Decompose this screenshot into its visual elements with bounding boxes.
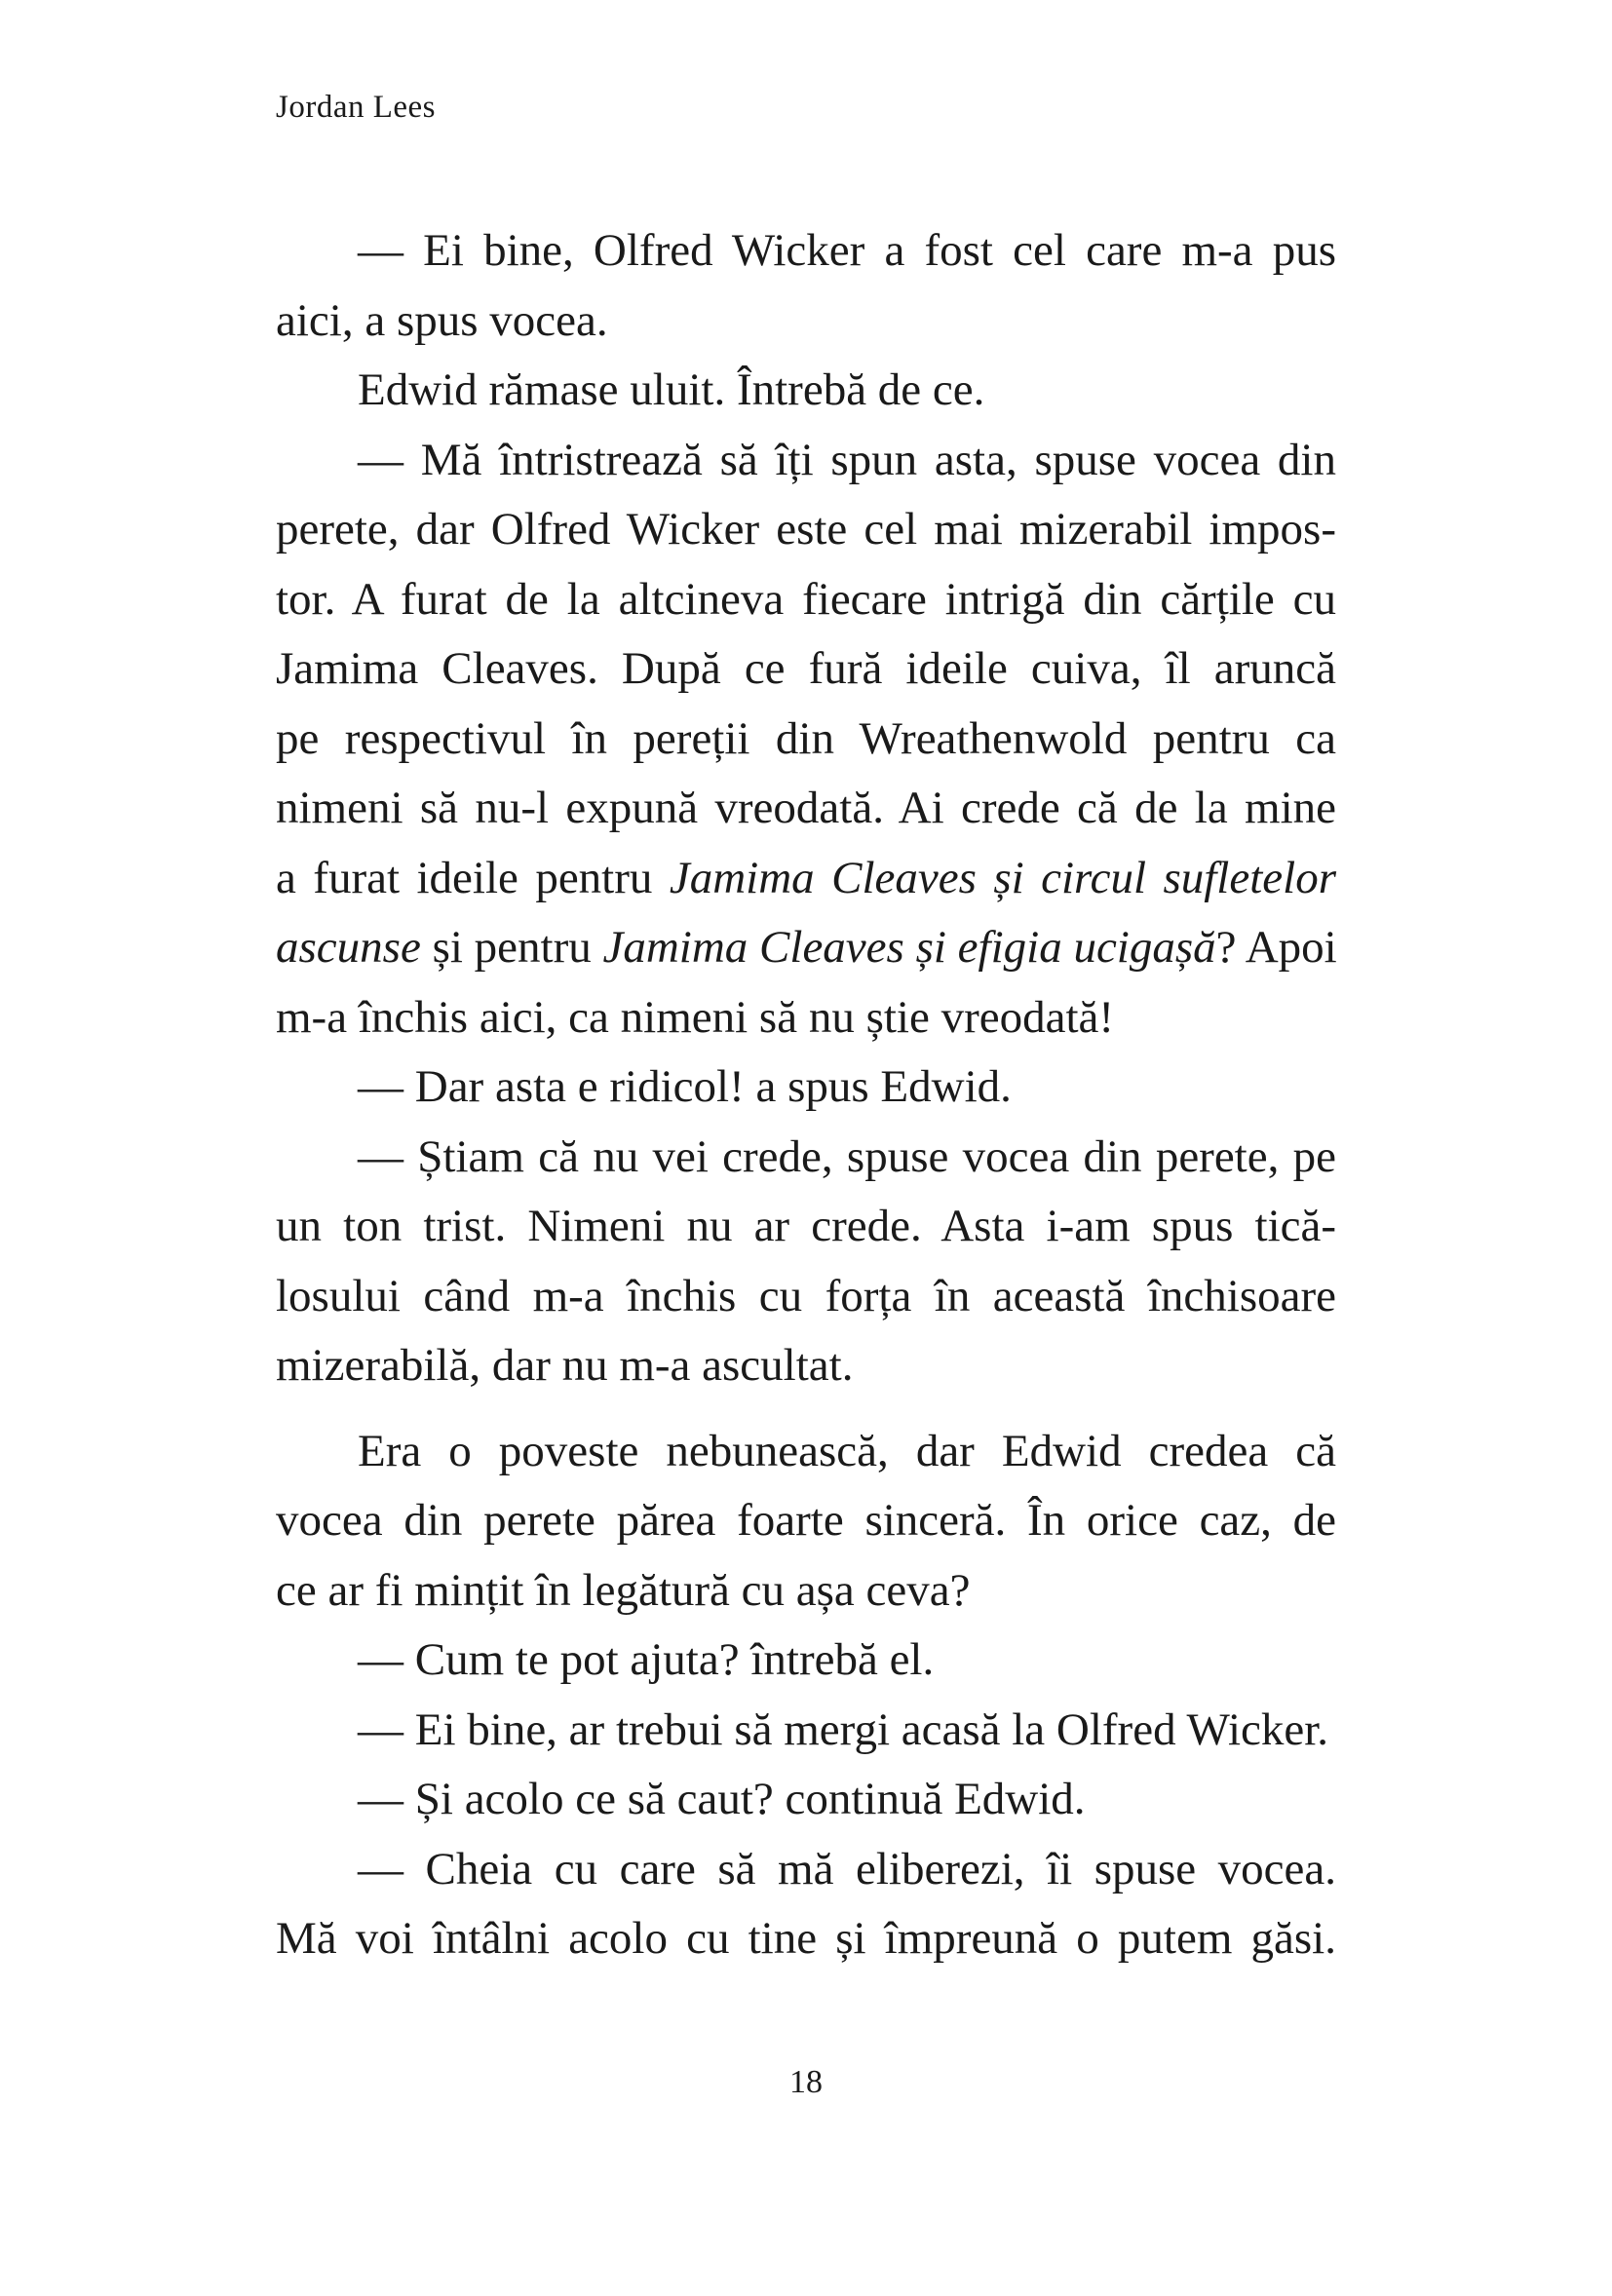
text-run: — Știam că nu vei crede, spuse vocea din perete, pe: [358, 1130, 1336, 1182]
text-line: [276, 983, 1336, 1053]
text-line: [276, 1417, 1336, 1487]
text-line: [276, 1192, 1336, 1262]
text-line: [276, 287, 1336, 357]
text-run: a furat ideile pentru: [276, 852, 670, 903]
text-line: [276, 634, 1336, 705]
text-line: [276, 1556, 1336, 1626]
text-line: [276, 216, 1336, 287]
text-run: — Cum te pot ajuta? întrebă el.: [358, 1634, 935, 1685]
text-line: [276, 1765, 1336, 1835]
text-line: [276, 913, 1336, 983]
text-run: vocea din perete părea foarte sinceră. În orice caz, de: [276, 1495, 1336, 1546]
text-run: Edwid rămase uluit. Întrebă de ce.: [358, 364, 985, 415]
text-run: — Cheia cu care să mă eliberezi, îi spuse vocea.: [358, 1843, 1336, 1894]
text-run: — Ei bine, Olfred Wicker a fost cel care m-a pus: [358, 225, 1336, 276]
text-run: aici, a spus vocea.: [276, 294, 608, 346]
text-run: nimeni să nu-l expună vreodată. Ai crede că de la mine: [276, 783, 1336, 833]
text-line: [276, 426, 1336, 496]
text-run: m-a închis aici, ca nimeni să nu știe vreodată!: [276, 991, 1115, 1043]
text-run: un ton trist. Nimeni nu ar crede. Asta i-am spus tică-: [276, 1201, 1336, 1251]
text-line: [276, 1052, 1336, 1123]
text-line: [276, 356, 1336, 426]
text-line: [276, 565, 1336, 635]
text-line: [276, 1626, 1336, 1696]
text-run: ce ar fi mințit în legătură cu așa ceva?: [276, 1564, 971, 1616]
text-run: perete, dar Olfred Wicker este cel mai mizerabil impos-: [276, 504, 1336, 555]
text-run: mizerabilă, dar nu m-a ascultat.: [276, 1340, 854, 1391]
text-run: Jamima Cleaves. După ce fură ideile cuiva, îl aruncă: [276, 643, 1336, 694]
italic-title: Jamima Cleaves și circul sufletelor: [669, 852, 1336, 903]
body-text: [276, 216, 1336, 1974]
text-line: [276, 1835, 1336, 1905]
text-run: Era o poveste nebunească, dar Edwid credea că: [358, 1425, 1336, 1476]
text-line: [276, 1486, 1336, 1556]
page-number: 18: [789, 2064, 823, 2100]
text-line: [276, 1123, 1336, 1193]
text-run: ? Apoi: [1215, 922, 1337, 973]
text-run: pe respectivul în pereții din Wreathenwold pentru ca: [276, 712, 1336, 764]
text-run: tor. A furat de la altcineva fiecare intrigă din cărțile cu: [276, 573, 1336, 625]
text-line: [276, 1696, 1336, 1766]
text-run: — Și acolo ce să caut? continuă Edwid.: [358, 1774, 1086, 1824]
text-run: — Ei bine, ar trebui să mergi acasă la Olfred Wicker.: [358, 1703, 1329, 1755]
text-line: [276, 705, 1336, 775]
text-run: și pentru: [420, 922, 603, 973]
text-line: [276, 1331, 1336, 1401]
text-run: — Dar asta e ridicol! a spus Edwid.: [358, 1061, 1012, 1112]
text-line: [276, 844, 1336, 914]
italic-title: Jamima Cleaves și efigia ucigașă: [602, 922, 1216, 973]
italic-title: ascunse: [276, 922, 421, 973]
text-line: [276, 1262, 1336, 1332]
text-line: [276, 774, 1336, 844]
text-run: — Mă întristrează să îți spun asta, spuse vocea din: [358, 434, 1336, 485]
text-run: losului când m-a închis cu forța în această închisoare: [276, 1270, 1336, 1321]
text-line: [276, 495, 1336, 565]
text-line: [276, 1904, 1336, 1974]
running-header-author: Jordan Lees: [276, 90, 437, 125]
text-run: Mă voi întâlni acolo cu tine și împreună o putem găsi.: [276, 1913, 1336, 1964]
